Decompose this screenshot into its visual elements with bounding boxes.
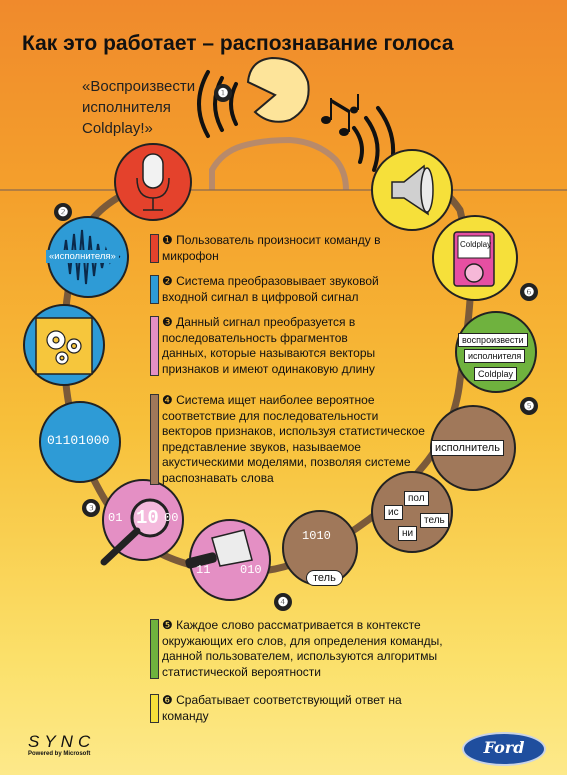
phoneme-bits: 1010 <box>302 529 331 543</box>
step-text: Пользователь произносит команду в микрофон <box>162 233 381 263</box>
sync-powered-label: Powered by Microsoft <box>28 751 91 757</box>
step-number-6: ❻ <box>520 283 538 301</box>
step-text: Система ищет наиболее вероятное соответствие для последовательности векторов признаков, используя статистическое представление звуков, называемое акустическими моделями, позволяя системе распознавать слова <box>162 393 425 485</box>
syllable-label-3: ни <box>398 526 417 541</box>
step-item-4 <box>150 393 425 486</box>
syllable-label-2: пол <box>404 491 429 506</box>
step-marker: ❹ <box>162 393 173 407</box>
magnified-bits-left: 01 <box>108 511 123 525</box>
player-screen-label: Coldplay <box>460 240 492 249</box>
syllable-label-1: ис <box>384 505 403 520</box>
ford-logo: Ford <box>462 732 546 766</box>
step-number-1: ❶ <box>214 84 232 102</box>
knife-bits-left: 11 <box>196 563 211 577</box>
knife-bits-right: 010 <box>240 563 262 577</box>
candidate-label-3: Coldplay <box>474 367 517 381</box>
voice-command-quote: «Воспроизвести исполнителя Coldplay!» <box>82 78 196 137</box>
candidate-label-1: воспроизвести <box>458 333 528 347</box>
syllable-label-4: тель <box>420 513 449 528</box>
word-label: исполнитель <box>431 440 504 456</box>
step-color-bar <box>150 694 159 723</box>
binary-label: 01101000 <box>47 433 110 448</box>
step-number-3: ❸ <box>82 499 100 517</box>
driver-head <box>212 140 346 190</box>
step-color-bar <box>150 619 159 679</box>
page-title: Как это работает – распознавание голоса <box>22 32 454 55</box>
step-text: Система преобразовывает звуковой входной сигнал в цифровой сигнал <box>162 274 379 304</box>
step-number-2: ❷ <box>54 203 72 221</box>
step-marker: ❸ <box>162 315 173 329</box>
phoneme-word-label: тель <box>306 570 343 586</box>
magnified-bits-mid: 10 <box>136 507 159 529</box>
gears-panel <box>36 318 92 374</box>
step-color-bar <box>150 275 159 304</box>
sync-wordmark: SYNC <box>28 732 96 751</box>
step-item-1 <box>150 233 390 264</box>
mouth-icon <box>248 58 309 122</box>
step-color-bar <box>150 394 159 485</box>
step-marker: ❻ <box>162 693 173 707</box>
step-text: Каждое слово рассматривается в контексте окружающих его слов, для определения команды, данной пользователем, используются алгоритмы статистической вероятности <box>162 618 443 679</box>
step-marker: ❺ <box>162 618 173 632</box>
candidate-label-2: исполнителя <box>464 349 525 363</box>
sync-logo <box>28 733 95 757</box>
step-text: Срабатывает соответствующий ответ на команду <box>162 693 402 723</box>
step-item-5 <box>150 618 465 680</box>
step-color-bar <box>150 234 159 263</box>
step-item-6 <box>150 693 430 724</box>
step-number-5: ❺ <box>520 397 538 415</box>
step-text: Данный сигнал преобразуется в последовательность фрагментов данных, которые называются векторы признаков и имеют одинаковую длину <box>162 315 376 376</box>
waveform-label: «исполнителя» <box>46 250 119 263</box>
step-number-4: ❹ <box>274 593 292 611</box>
step-marker: ❷ <box>162 274 173 288</box>
step-color-bar <box>150 316 159 376</box>
step-item-2 <box>150 274 395 305</box>
step-item-3 <box>150 315 390 377</box>
step-marker: ❶ <box>162 233 173 247</box>
magnified-bits-right: 00 <box>164 511 179 525</box>
